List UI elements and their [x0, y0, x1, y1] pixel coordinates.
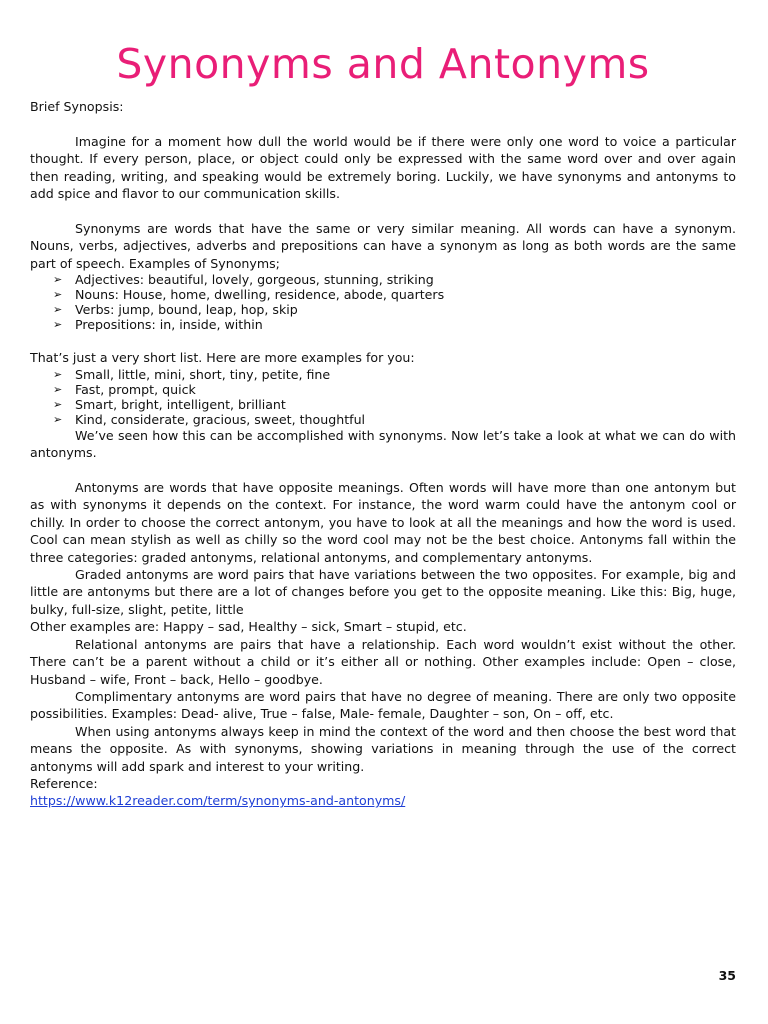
other-examples-line: Other examples are: Happy – sad, Healthy – sick, Smart – stupid, etc. — [30, 619, 467, 635]
document-page — [30, 0, 736, 810]
list-item: ➢ Prepositions: in, inside, within — [53, 317, 263, 333]
reference-link[interactable]: https://www.k12reader.com/term/synonyms-and-antonyms/ — [30, 793, 406, 809]
arrow-bullet-icon: ➢ — [53, 382, 63, 396]
graded-antonyms-paragraph: Graded antonyms are word pairs that have variations between the two opposites. For example, big and little are antonyms but there are a lot of changes before you get to the opposite meaning. Like this: Big, huge, bulky, full-size, slight, petite, little — [30, 567, 736, 617]
arrow-bullet-icon: ➢ — [53, 303, 63, 317]
synonym-examples-list — [30, 272, 736, 332]
arrow-bullet-icon: ➢ — [53, 273, 63, 287]
transition-paragraph: We’ve seen how this can be accomplished with synonyms. Now let’s take a look at what we can do with antonyms. — [30, 427, 736, 461]
page-title: Synonyms and Antonyms — [116, 40, 650, 88]
synopsis-label: Brief Synopsis: — [30, 99, 124, 114]
synonyms-paragraph: Synonyms are words that have the same or very similar meaning. All words can have a synonym. Nouns, verbs, adjectives, adverbs and prepositions can have a synonym as long as both words are the same part of speech. Examples of Synonyms; — [30, 220, 736, 271]
arrow-bullet-icon: ➢ — [53, 288, 63, 302]
closing-paragraph: When using antonyms always keep in mind the context of the word and then choose the best word that means the opposite. As with synonyms, showing variations in meaning through the use of the correct antonyms will add spark and interest to your writing. — [30, 723, 736, 774]
page-number: 35 — [718, 968, 736, 983]
list-item: ➢ Kind, considerate, gracious, sweet, thoughtful — [53, 411, 366, 427]
antonyms-paragraph: Antonyms are words that have opposite meanings. Often words will have more than one antonym but as with synonyms it depends on the context. For instance, the word warm could have the antonym cool or chilly. In order to choose the correct antonym, you have to look at all the meanings and how the word is used. Cool can mean stylish as well as chilly so the word cool may not be the best choice. Antonyms fall within the three categories: graded antonyms, relational antonyms, and complementary antonyms. — [30, 480, 736, 565]
arrow-bullet-icon: ➢ — [53, 318, 63, 332]
arrow-bullet-icon: ➢ — [53, 367, 63, 381]
arrow-bullet-icon: ➢ — [53, 397, 63, 411]
list-item: ➢ Fast, prompt, quick — [53, 381, 196, 397]
list-item: ➢ Adjectives: beautiful, lovely, gorgeous, stunning, striking — [53, 272, 434, 288]
reference-label: Reference: — [30, 775, 98, 791]
arrow-bullet-icon: ➢ — [53, 412, 63, 426]
more-examples-intro: That’s just a very short list. Here are more examples for you: — [30, 350, 415, 366]
list-item: ➢ Smart, bright, intelligent, brilliant — [53, 396, 286, 412]
relational-antonyms-paragraph: Relational antonyms are pairs that have a relationship. Each word wouldn’t exist without the other. There can’t be a parent without a child or it’s either all or nothing. Other examples include: Open – close, Husband – wife, Front – back, Hello – goodbye. — [30, 636, 736, 687]
intro-paragraph: Imagine for a moment how dull the world would be if there were only one word to voice a particular thought. If every person, place, or object could only be expressed with the same word over and over again then reading, writing, and speaking would be extremely boring. Luckily, we have synonyms and antonyms to add spice and flavor to our communication skills. — [30, 133, 736, 202]
list-item: ➢ Nouns: House, home, dwelling, residence, abode, quarters — [53, 287, 445, 303]
more-examples-list — [30, 367, 736, 427]
complimentary-antonyms-paragraph: Complimentary antonyms are word pairs that have no degree of meaning. There are only two opposite possibilities. Examples: Dead- alive, True – false, Male- female, Daughter – son, On – off, etc. — [30, 688, 736, 722]
list-item: ➢ Small, little, mini, short, tiny, petite, fine — [53, 366, 331, 382]
list-item: ➢ Verbs: jump, bound, leap, hop, skip — [53, 302, 298, 318]
document-body — [30, 98, 736, 810]
